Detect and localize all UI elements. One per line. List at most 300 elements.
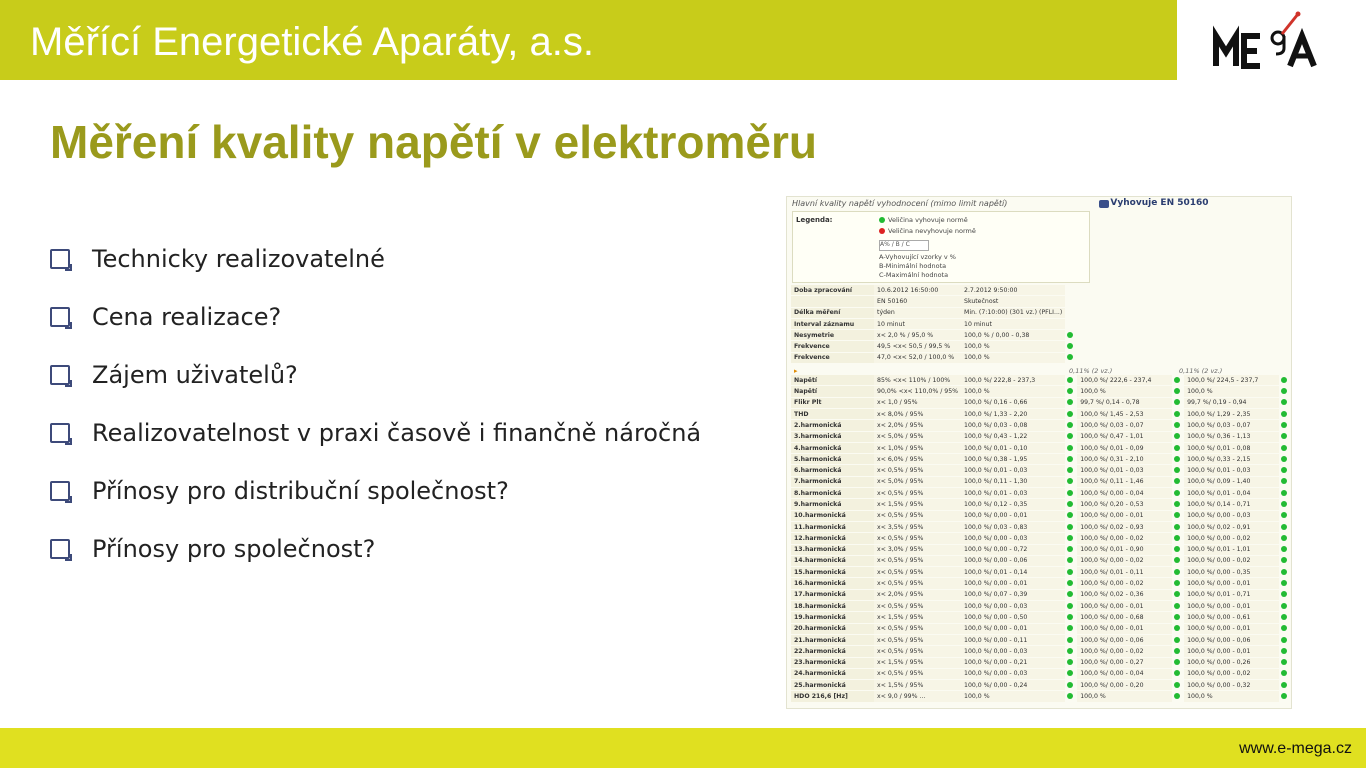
table-cell: 8.harmonická [791, 488, 874, 498]
table-cell: 24.harmonická [791, 669, 874, 679]
table-cell: 100,0 %/ 0,47 - 1,01 [1077, 432, 1172, 442]
table-cell: 100,0 %/ 0,00 - 0,26 [1184, 658, 1279, 668]
table-cell: 100,0 %/ 0,00 - 0,01 [1184, 578, 1279, 588]
table-cell: 100,0 %/ 0,31 - 2,10 [1077, 454, 1172, 464]
green-dot-icon [1067, 399, 1073, 405]
table-row [791, 443, 1291, 453]
table-cell: 100,0 %/ 0,20 - 0,53 [1077, 499, 1172, 509]
table-cell: 100,0 %/ 0,01 - 0,04 [1184, 488, 1279, 498]
table-row [791, 578, 1291, 588]
table-cell: 99,7 %/ 0,19 - 0,94 [1184, 398, 1279, 408]
green-dot-icon [1281, 422, 1287, 428]
table-row [791, 296, 1291, 306]
table-cell: x< 0,5% / 95% [874, 556, 961, 566]
table-cell: 100,0 %/ 0,03 - 0,08 [961, 420, 1065, 430]
green-dot-icon [1174, 546, 1180, 552]
table-cell: x< 0,5% / 95% [874, 669, 961, 679]
table-cell: Skutečnost [961, 296, 1065, 306]
table-row [791, 601, 1291, 611]
green-dot-icon [1067, 603, 1073, 609]
green-dot-icon [1281, 614, 1287, 620]
table-cell: Doba zpracování [791, 285, 874, 295]
table-cell: Min. (7:10:00) (301 vz.) (PFLI...) [961, 308, 1065, 318]
green-dot-icon [1067, 580, 1073, 586]
table-cell: 100,0 %/ 0,43 - 1,22 [961, 432, 1065, 442]
green-dot-icon [1281, 512, 1287, 518]
table-row [791, 533, 1291, 543]
table-row [791, 465, 1291, 475]
table-row [791, 398, 1291, 408]
table-cell: 100,0 %/ 0,00 - 0,03 [961, 601, 1065, 611]
table-row [791, 646, 1291, 656]
green-dot-icon [1174, 569, 1180, 575]
table-cell: 2.harmonická [791, 420, 874, 430]
table-cell: 100,0 %/ 0,01 - 1,01 [1184, 545, 1279, 555]
table-cell: 100,0 %/ 0,12 - 0,35 [961, 499, 1065, 509]
green-dot-icon [1067, 388, 1073, 394]
table-cell: 100,0 %/ 0,03 - 0,07 [1184, 420, 1279, 430]
table-cell: 100,0 %/ 0,00 - 0,01 [961, 511, 1065, 521]
table-cell: 100,0 %/ 0,14 - 0,71 [1184, 499, 1279, 509]
table-cell: x< 8,0% / 95% [874, 409, 961, 419]
table-cell: Interval záznamu [791, 319, 874, 329]
green-dot-icon [1281, 625, 1287, 631]
table-cell: x< 2,0% / 95% [874, 420, 961, 430]
checkbox-bullet-icon [50, 539, 70, 559]
table-cell: 100,0 %/ 0,00 - 0,04 [1077, 488, 1172, 498]
green-dot-icon [1067, 637, 1073, 643]
table-cell: 13.harmonická [791, 545, 874, 555]
table-cell: 5.harmonická [791, 454, 874, 464]
footer-bar [0, 728, 1366, 768]
green-dot-icon [1067, 445, 1073, 451]
page-title: Měření kvality napětí v elektroměru [50, 116, 817, 168]
green-dot-icon [1174, 535, 1180, 541]
green-dot-icon [1067, 343, 1073, 349]
table-cell: 100,0 %/ 0,00 - 0,02 [1077, 646, 1172, 656]
table-cell: 11.harmonická [791, 522, 874, 532]
green-dot-icon [1067, 354, 1073, 360]
legend-item: Veličina nevyhovuje normě [879, 227, 976, 235]
company-name: Měřící Energetické Aparáty, a.s. [30, 20, 594, 64]
table-cell: 3.harmonická [791, 432, 874, 442]
table-row [791, 680, 1291, 690]
table-cell: 100,0 %/ 0,00 - 0,02 [1077, 533, 1172, 543]
green-dot-icon [1174, 377, 1180, 383]
table-cell: 100,0 %/ 0,11 - 1,30 [961, 477, 1065, 487]
table-cell: 6.harmonická [791, 465, 874, 475]
table-cell: 100,0 %/ 1,29 - 2,35 [1184, 409, 1279, 419]
table-cell: 100,0 %/ 0,00 - 0,02 [1184, 556, 1279, 566]
table-cell: 10 minut [874, 319, 961, 329]
green-dot-icon [1067, 422, 1073, 428]
table-cell: 10 minut [961, 319, 1065, 329]
green-dot-icon [1174, 659, 1180, 665]
table-row [791, 341, 1291, 351]
table-cell: 100,0 %/ 0,00 - 0,03 [961, 669, 1065, 679]
green-dot-icon [1174, 456, 1180, 462]
table-cell: 47,0 <x< 52,0 / 100,0 % [874, 353, 961, 363]
bullet-item [50, 520, 701, 578]
table-row [791, 522, 1291, 532]
table-cell: 100,0 %/ 222,6 - 237,4 [1077, 375, 1172, 385]
table-row [791, 612, 1291, 622]
green-dot-icon [1281, 467, 1287, 473]
table-cell: 100,0 %/ 0,00 - 0,11 [961, 635, 1065, 645]
table-cell: 100,0 %/ 0,00 - 0,02 [1184, 669, 1279, 679]
green-dot-icon [1174, 388, 1180, 394]
table-cell: x< 0,5% / 95% [874, 635, 961, 645]
table-cell: x< 0,5% / 95% [874, 511, 961, 521]
table-cell: 100,0 %/ 0,00 - 0,20 [1077, 680, 1172, 690]
legend-title: Legenda: [796, 216, 833, 224]
green-dot-icon [1281, 524, 1287, 530]
green-dot-icon [1281, 648, 1287, 654]
table-row [791, 545, 1291, 555]
green-dot-icon [1067, 490, 1073, 496]
table-cell: 100,0 %/ 0,00 - 0,01 [1077, 624, 1172, 634]
green-dot-icon [1174, 682, 1180, 688]
table-cell: 100,0 %/ 0,03 - 0,83 [961, 522, 1065, 532]
table-cell: 100,0 %/ 0,01 - 0,11 [1077, 567, 1172, 577]
power-quality-report-screenshot [786, 196, 1292, 709]
table-cell: EN 50160 [874, 296, 961, 306]
table-cell: 100,0 %/ 0,00 - 0,01 [961, 578, 1065, 588]
table-cell: x< 0,5% / 95% [874, 578, 961, 588]
table-cell: 100,0 %/ 0,00 - 0,03 [961, 646, 1065, 656]
green-dot-icon [1067, 467, 1073, 473]
table-cell: 99,7 %/ 0,14 - 0,78 [1077, 398, 1172, 408]
table-cell: 100,0 %/ 0,38 - 1,95 [961, 454, 1065, 464]
table-cell: 100,0 %/ 0,01 - 0,90 [1077, 545, 1172, 555]
table-cell: 25.harmonická [791, 680, 874, 690]
green-dot-icon [1174, 557, 1180, 563]
green-dot-icon [1174, 603, 1180, 609]
table-cell: 100,0 %/ 0,01 - 0,03 [1077, 465, 1172, 475]
table-cell: 19.harmonická [791, 612, 874, 622]
table-cell: 100,0 %/ 0,00 - 0,68 [1077, 612, 1172, 622]
table-cell: 100,0 %/ 0,00 - 0,01 [1184, 646, 1279, 656]
green-dot-icon [1174, 490, 1180, 496]
table-cell: x< 1,5% / 95% [874, 658, 961, 668]
table-cell: 100,0 %/ 0,01 - 0,14 [961, 567, 1065, 577]
table-cell: 100,0 %/ 0,00 - 0,06 [961, 556, 1065, 566]
table-cell: 10.6.2012 16:50:00 [874, 285, 961, 295]
table-cell: 12.harmonická [791, 533, 874, 543]
green-dot-icon [1281, 478, 1287, 484]
green-dot-icon [1067, 411, 1073, 417]
table-cell: 100,0 %/ 0,02 - 0,93 [1077, 522, 1172, 532]
green-dot-icon [1281, 557, 1287, 563]
green-dot-icon [1281, 399, 1287, 405]
green-dot-icon [1281, 659, 1287, 665]
table-cell: 100,0 %/ 0,00 - 0,03 [1184, 511, 1279, 521]
table-cell: 100,0 %/ 0,00 - 0,50 [961, 612, 1065, 622]
green-dot-icon [1174, 625, 1180, 631]
table-cell: x< 0,5% / 95% [874, 646, 961, 656]
green-dot-icon [1067, 478, 1073, 484]
green-dot-icon [1067, 659, 1073, 665]
table-cell: 100,0 %/ 0,00 - 0,35 [1184, 567, 1279, 577]
green-dot-icon [1174, 422, 1180, 428]
green-dot-icon [1281, 501, 1287, 507]
green-dot-icon [1174, 591, 1180, 597]
green-dot-icon [1067, 433, 1073, 439]
green-dot-icon [1067, 648, 1073, 654]
table-cell: 100,0 % / 0,00 - 0,38 [961, 330, 1065, 340]
table-cell: 100,0 %/ 222,8 - 237,3 [961, 375, 1065, 385]
table-cell: x< 0,5% / 95% [874, 533, 961, 543]
table-cell: x< 1,0% / 95% [874, 443, 961, 453]
table-cell: x< 0,5% / 95% [874, 601, 961, 611]
bullet-item [50, 404, 701, 462]
bullet-text: Zájem uživatelů? [92, 361, 298, 389]
table-cell: 100,0 %/ 0,00 - 0,01 [1077, 601, 1172, 611]
bullet-text: Realizovatelnost v praxi časově i finančně náročná [92, 419, 702, 447]
table-row [791, 556, 1291, 566]
phase-percentage: 0,11% (2 vz.) [1179, 367, 1223, 375]
table-cell: 100,0 % [961, 341, 1065, 351]
table-cell: 100,0 %/ 0,01 - 0,71 [1184, 590, 1279, 600]
green-dot-icon [1067, 501, 1073, 507]
green-dot-icon [1281, 456, 1287, 462]
bullet-text: Technicky realizovatelné [92, 245, 385, 273]
table-cell: Frekvence [791, 341, 874, 351]
table-cell: Flikr Plt [791, 398, 874, 408]
table-row [791, 432, 1291, 442]
bullet-item [50, 288, 701, 346]
table-row [791, 375, 1291, 385]
legend-note: B-Minimální hodnota [879, 262, 947, 270]
table-row [791, 409, 1291, 419]
green-dot-icon [1281, 569, 1287, 575]
table-cell: x< 6,0% / 95% [874, 454, 961, 464]
green-dot-icon [1281, 411, 1287, 417]
green-dot-icon [1281, 388, 1287, 394]
table-cell: 100,0 %/ 0,03 - 0,07 [1077, 420, 1172, 430]
table-cell: týden [874, 308, 961, 318]
table-cell: 100,0 % [1077, 386, 1172, 396]
table-cell: 100,0 %/ 0,00 - 0,72 [961, 545, 1065, 555]
table-cell: 100,0 % [1184, 386, 1279, 396]
green-dot-icon [1067, 682, 1073, 688]
table-cell: 16.harmonická [791, 578, 874, 588]
table-row [791, 488, 1291, 498]
green-dot-icon [879, 217, 885, 223]
report-legend [792, 211, 1090, 283]
green-dot-icon [1281, 670, 1287, 676]
table-cell: x< 1,5% / 95% [874, 612, 961, 622]
green-dot-icon [1174, 637, 1180, 643]
table-cell: 100,0 %/ 0,01 - 0,09 [1077, 443, 1172, 453]
table-row [791, 454, 1291, 464]
table-cell: 15.harmonická [791, 567, 874, 577]
table-cell: x< 5,0% / 95% [874, 432, 961, 442]
table-row [791, 658, 1291, 668]
table-cell: 100,0 % [1077, 691, 1172, 701]
table-cell: 100,0 %/ 0,00 - 0,06 [1184, 635, 1279, 645]
table-cell: 100,0 %/ 0,00 - 0,04 [1077, 669, 1172, 679]
green-dot-icon [1281, 580, 1287, 586]
table-cell [791, 296, 874, 306]
table-cell: 100,0 %/ 0,00 - 0,03 [961, 533, 1065, 543]
table-cell: 100,0 %/ 0,01 - 0,03 [1184, 465, 1279, 475]
green-dot-icon [1281, 637, 1287, 643]
table-row [791, 590, 1291, 600]
green-dot-icon [1067, 557, 1073, 563]
table-cell: 100,0 %/ 0,00 - 0,06 [1077, 635, 1172, 645]
table-row [791, 386, 1291, 396]
table-cell: 100,0 %/ 0,07 - 0,39 [961, 590, 1065, 600]
bullet-text: Přínosy pro distribuční společnost? [92, 477, 509, 505]
green-dot-icon [1067, 535, 1073, 541]
table-cell: 10.harmonická [791, 511, 874, 521]
table-cell: HDO 216,6 [Hz] [791, 691, 874, 701]
green-dot-icon [1067, 512, 1073, 518]
legend-note: C-Maximální hodnota [879, 271, 949, 279]
green-dot-icon [1067, 693, 1073, 699]
green-dot-icon [1067, 591, 1073, 597]
table-cell: 21.harmonická [791, 635, 874, 645]
green-dot-icon [1281, 546, 1287, 552]
green-dot-icon [1281, 693, 1287, 699]
checkbox-bullet-icon [50, 423, 70, 443]
green-dot-icon [1067, 546, 1073, 552]
checkbox-bullet-icon [50, 481, 70, 501]
table-cell: 4.harmonická [791, 443, 874, 453]
green-dot-icon [1174, 433, 1180, 439]
bullet-list [50, 230, 701, 578]
table-cell: Délka měření [791, 308, 874, 318]
table-row [791, 330, 1291, 340]
green-dot-icon [1281, 535, 1287, 541]
green-dot-icon [1281, 490, 1287, 496]
table-row [791, 499, 1291, 509]
table-cell: x< 3,0% / 95% [874, 545, 961, 555]
green-dot-icon [1174, 445, 1180, 451]
table-cell: 100,0 % [961, 353, 1065, 363]
table-cell: 90,0% <x< 110,0% / 95% [874, 386, 961, 396]
table-cell: x< 0,5% / 95% [874, 488, 961, 498]
table-cell: 100,0 %/ 224,5 - 237,7 [1184, 375, 1279, 385]
legend-item: Veličina vyhovuje normě [879, 216, 968, 224]
bullet-item [50, 346, 701, 404]
table-cell: x< 0,5% / 95% [874, 567, 961, 577]
table-cell: 100,0 %/ 0,16 - 0,66 [961, 398, 1065, 408]
table-row [791, 308, 1291, 318]
header-bar [0, 0, 1177, 80]
table-cell: 100,0 %/ 0,00 - 0,32 [1184, 680, 1279, 690]
green-dot-icon [1067, 377, 1073, 383]
green-dot-icon [1067, 456, 1073, 462]
table-cell: 23.harmonická [791, 658, 874, 668]
table-cell: 18.harmonická [791, 601, 874, 611]
report-header-text: Hlavní kvality napětí vyhodnocení (mimo limit napětí) [792, 199, 1008, 208]
table-cell: 9.harmonická [791, 499, 874, 509]
table-row [791, 477, 1291, 487]
green-dot-icon [1067, 670, 1073, 676]
report-verdict: Vyhovuje EN 50160 [1110, 198, 1209, 208]
table-cell: 20.harmonická [791, 624, 874, 634]
table-cell: 100,0 %/ 0,33 - 2,15 [1184, 454, 1279, 464]
table-cell: x< 0,5% / 95% [874, 465, 961, 475]
table-cell: 100,0 % [1184, 691, 1279, 701]
table-cell: 100,0 %/ 0,02 - 0,36 [1077, 590, 1172, 600]
table-cell: 100,0 %/ 0,00 - 0,21 [961, 658, 1065, 668]
green-dot-icon [1067, 614, 1073, 620]
table-cell: 100,0 %/ 1,33 - 2,20 [961, 409, 1065, 419]
green-dot-icon [1281, 377, 1287, 383]
table-row [791, 319, 1291, 329]
table-cell: Napětí [791, 375, 874, 385]
green-dot-icon [1067, 332, 1073, 338]
table-row [791, 353, 1291, 363]
table-cell: Frekvence [791, 353, 874, 363]
table-cell: 100,0 %/ 0,01 - 0,03 [961, 488, 1065, 498]
green-dot-icon [1281, 603, 1287, 609]
table-cell: 100,0 %/ 0,00 - 0,01 [961, 624, 1065, 634]
green-dot-icon [1174, 614, 1180, 620]
green-dot-icon [1067, 524, 1073, 530]
table-cell: x< 9,0 / 99% ... [874, 691, 961, 701]
table-cell: Nesymetrie [791, 330, 874, 340]
green-dot-icon [1174, 399, 1180, 405]
table-cell: x< 1,5% / 95% [874, 680, 961, 690]
table-cell: 100,0 %/ 0,00 - 0,01 [1184, 624, 1279, 634]
bullet-item [50, 230, 701, 288]
legend-format-box: A% / B / C [879, 240, 929, 251]
table-cell: x< 1,0 / 95% [874, 398, 961, 408]
table-cell: 100,0 %/ 0,00 - 0,02 [1184, 533, 1279, 543]
table-cell: 100,0 %/ 0,01 - 0,03 [961, 465, 1065, 475]
green-dot-icon [1174, 580, 1180, 586]
phase-percentage: 0,11% (2 vz.) [1069, 367, 1113, 375]
table-cell: 7.harmonická [791, 477, 874, 487]
checkbox-bullet-icon [50, 365, 70, 385]
table-cell: x< 2,0% / 95% [874, 590, 961, 600]
green-dot-icon [1174, 501, 1180, 507]
green-dot-icon [1174, 693, 1180, 699]
table-cell: 100,0 %/ 0,36 - 1,13 [1184, 432, 1279, 442]
arrow-icon: ▸ [794, 367, 798, 375]
table-cell: 100,0 %/ 0,00 - 0,02 [1077, 578, 1172, 588]
bullet-item [50, 462, 701, 520]
green-dot-icon [1067, 569, 1073, 575]
table-cell: THD [791, 409, 874, 419]
table-row [791, 669, 1291, 679]
green-dot-icon [1174, 478, 1180, 484]
table-cell: Napětí [791, 386, 874, 396]
table-cell: 100,0 %/ 0,11 - 1,46 [1077, 477, 1172, 487]
table-cell: 100,0 %/ 0,01 - 0,10 [961, 443, 1065, 453]
green-dot-icon [1281, 591, 1287, 597]
bullet-text: Přínosy pro společnost? [92, 535, 376, 563]
table-cell: 14.harmonická [791, 556, 874, 566]
checkbox-bullet-icon [50, 249, 70, 269]
table-cell: 100,0 %/ 1,45 - 2,53 [1077, 409, 1172, 419]
table-row [791, 624, 1291, 634]
green-dot-icon [1174, 467, 1180, 473]
table-cell: 2.7.2012 9:50:00 [961, 285, 1065, 295]
green-dot-icon [1174, 648, 1180, 654]
table-row [791, 567, 1291, 577]
table-cell: 17.harmonická [791, 590, 874, 600]
table-cell: 100,0 %/ 0,00 - 0,24 [961, 680, 1065, 690]
table-cell: 100,0 % [961, 386, 1065, 396]
green-dot-icon [1174, 512, 1180, 518]
table-cell: 100,0 %/ 0,01 - 0,08 [1184, 443, 1279, 453]
table-cell: 100,0 %/ 0,00 - 0,01 [1077, 511, 1172, 521]
